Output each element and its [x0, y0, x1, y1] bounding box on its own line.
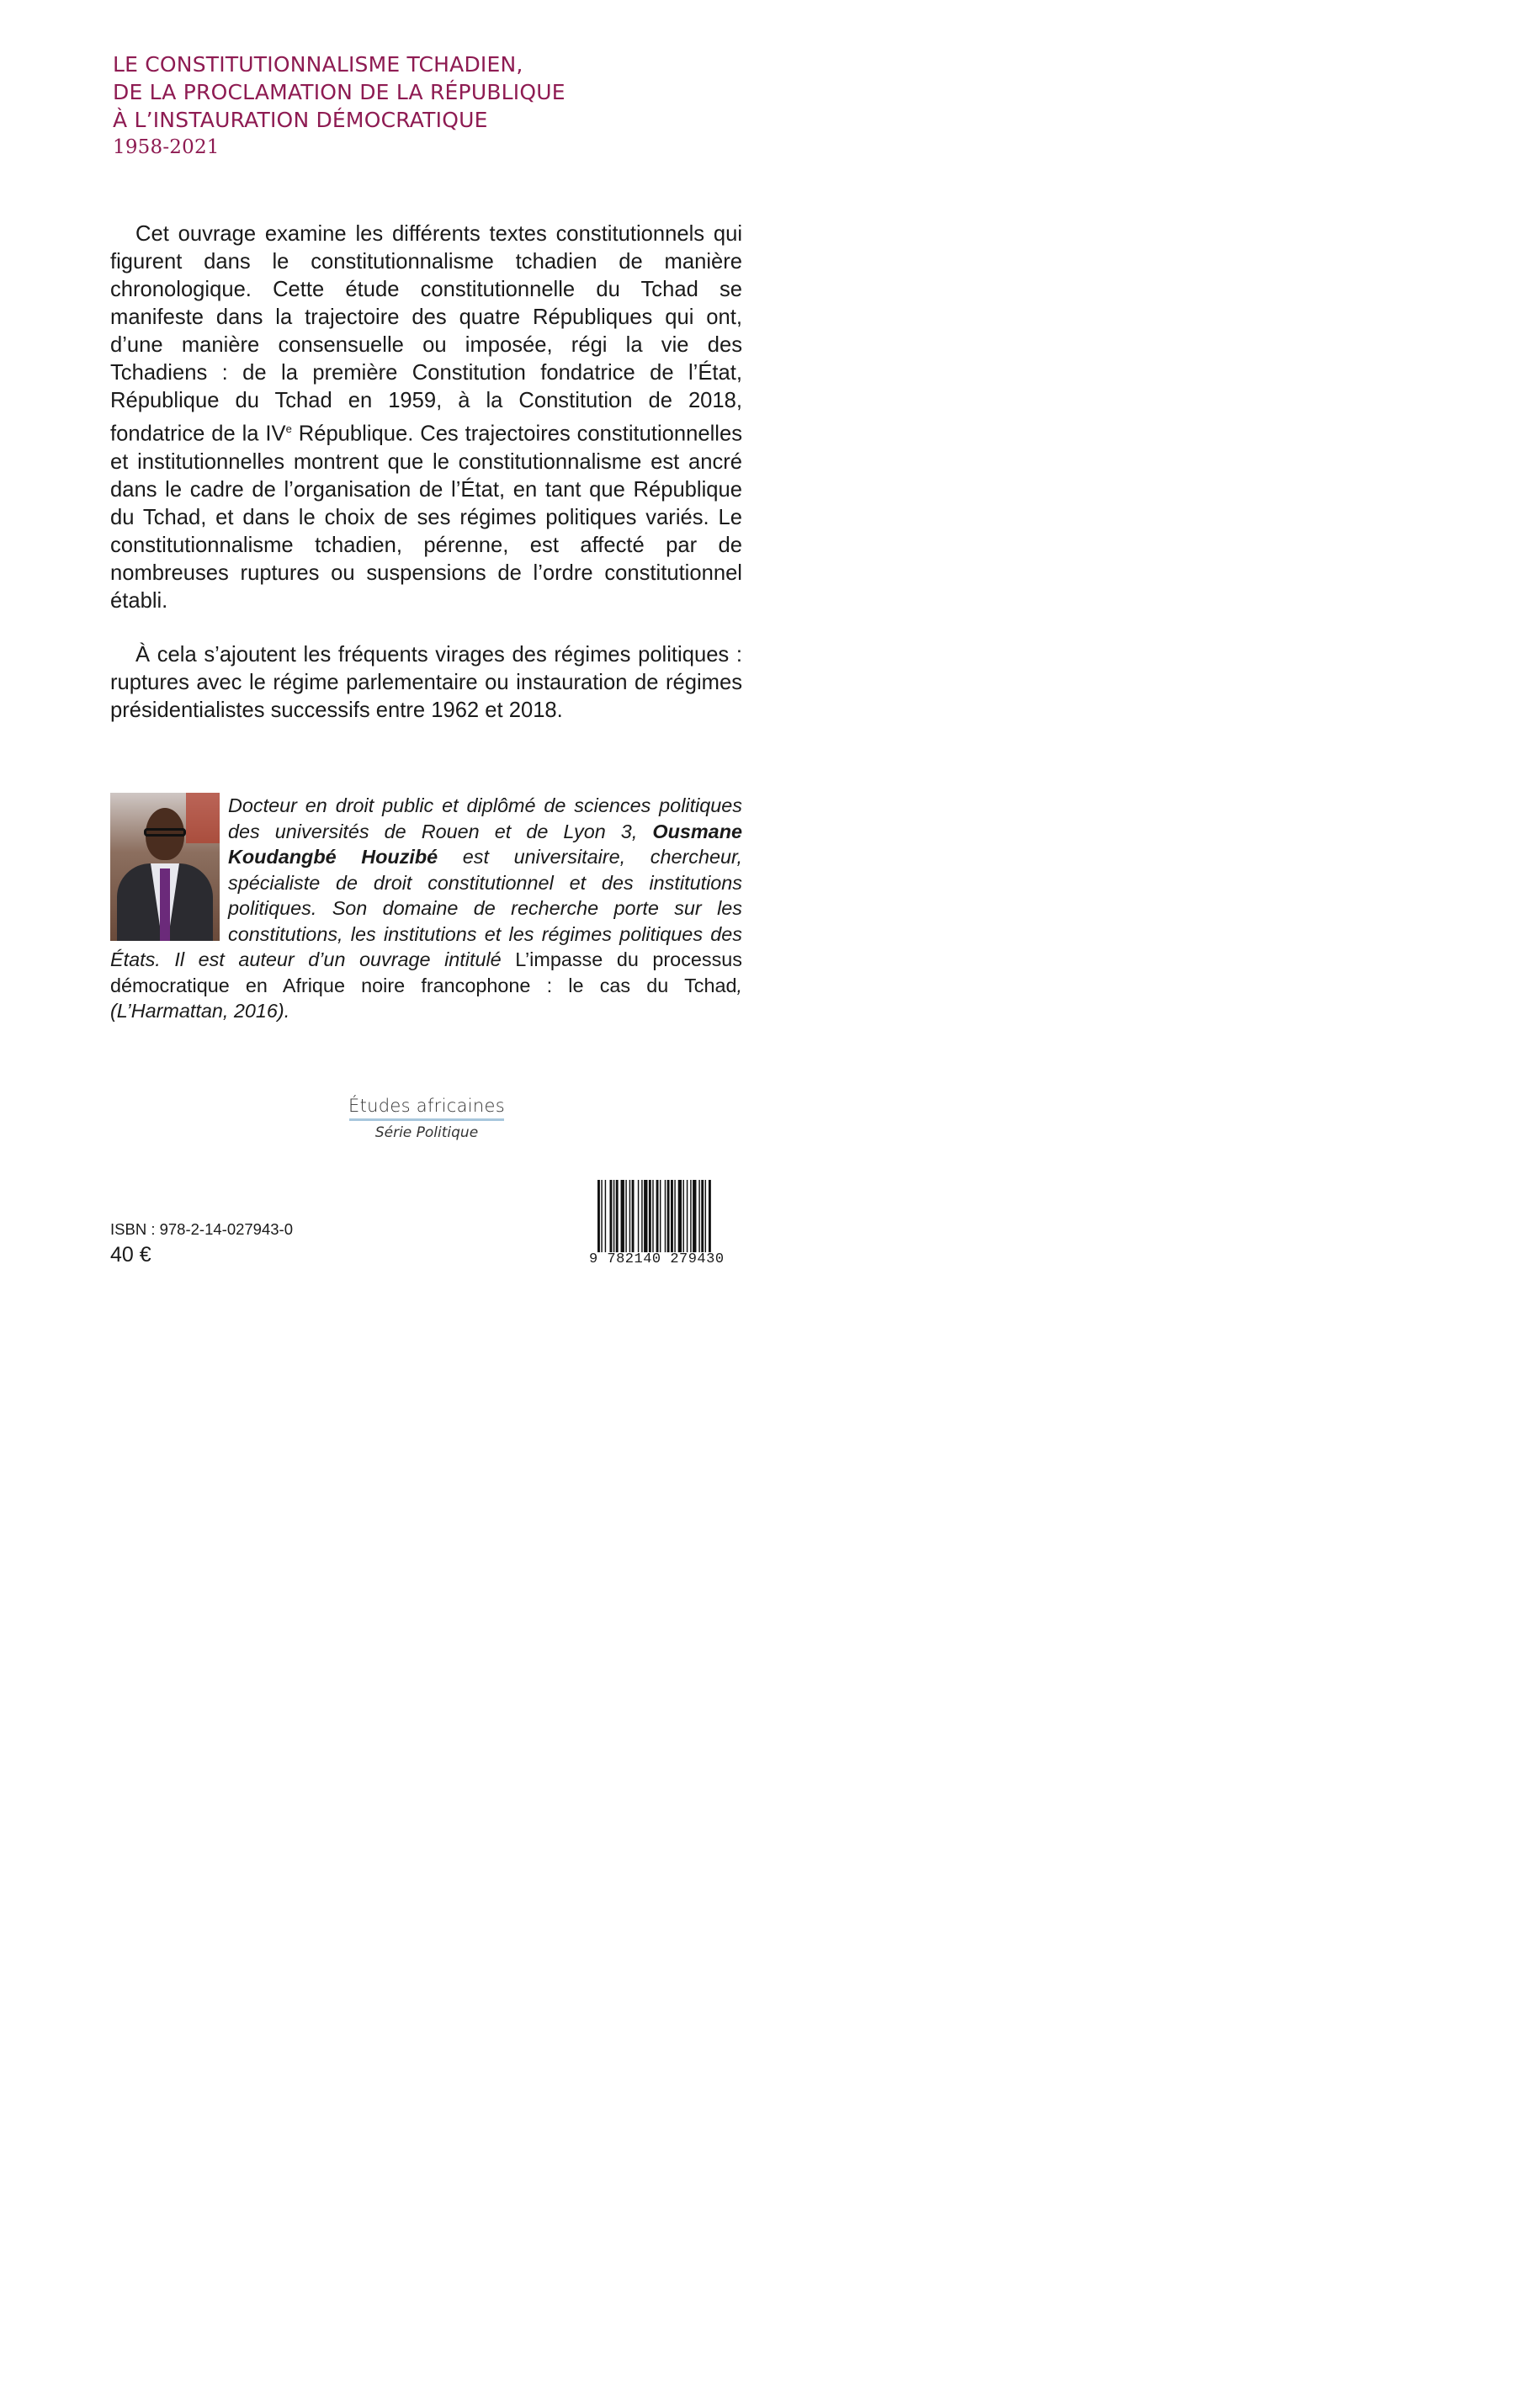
barcode-bar: [671, 1180, 673, 1252]
author-bio: [110, 793, 742, 1024]
barcode-bar: [613, 1180, 614, 1252]
barcode-bar: [656, 1180, 659, 1252]
summary-p1-part-b: République. Ces trajectoires constitutionnelles et institutionnelles montrent que le constitutionnalisme est ancré dans le cadre de l’organisation de l’État, en tant que République du Tchad, et dans le choix de ses régimes politiques variés. Le constitutionnalisme tchadien, pérenne, est affecté par de nombreuses ruptures ou suspensions de l’ordre constitutionnel établi.: [110, 422, 742, 613]
barcode-bar: [693, 1180, 696, 1252]
barcode-bar: [701, 1180, 704, 1252]
bio-middle: est universitaire, chercheur, spécialiste de droit constitutionnel et des institutions politiques. Son domaine de recherche porte sur les constitutions, les institutions et les régimes politiques des États. Il est auteur d’un ouvrage intitulé: [110, 846, 742, 970]
barcode-bar: [641, 1180, 642, 1252]
barcode-bar: [678, 1180, 682, 1252]
barcode-number: 9 782140 279430: [589, 1251, 725, 1267]
barcode-bars: [597, 1180, 742, 1252]
barcode-bar: [597, 1180, 600, 1252]
barcode-bar: [665, 1180, 666, 1252]
barcode-bar: [698, 1180, 699, 1252]
barcode-bar: [632, 1180, 635, 1252]
author-name: Ousmane Koudangbé Houzibé: [228, 820, 742, 868]
isbn: ISBN : 978-2-14-027943-0: [110, 1220, 293, 1238]
bio-intro: Docteur en droit public et diplômé de sciences politiques des universités de Rouen et de Lyon 3,: [228, 794, 742, 842]
summary-p1-part-a: Cet ouvrage examine les différents textes constitutionnels qui figurent dans le constitutionnalisme tchadien de manière chronologique. Cette étude constitutionnelle du Tchad se manifeste dans la trajectoire des quatre Républiques qui ont, d’une manière consensuelle ou imposée, régi la vie des Tchadiens : de la première Constitution fondatrice de l’État, République du Tchad en 1959, à la Constitution de 2018, fondatrice de la IV: [110, 222, 742, 446]
collection-logo: [320, 1096, 534, 1141]
book-title: [113, 50, 769, 162]
barcode-bar: [644, 1180, 647, 1252]
title-line-3: À L’INSTAURATION DÉMOCRATIQUE: [113, 108, 488, 132]
barcode-bar: [667, 1180, 670, 1252]
collection-name: Études africaines: [348, 1096, 505, 1116]
barcode-bar: [687, 1180, 688, 1252]
barcode-bar: [660, 1180, 661, 1252]
barcode-bar: [690, 1180, 691, 1252]
collection-series: Série Politique: [374, 1124, 479, 1141]
summary-paragraph-1: [110, 220, 742, 615]
author-photo: [110, 793, 220, 941]
title-years: 1958-2021: [113, 136, 220, 158]
title-line-1: LE CONSTITUTIONNALISME TCHADIEN,: [113, 52, 523, 77]
barcode-bar: [705, 1180, 706, 1252]
bio-book-title: L’impasse du processus démocratique en Afrique noire francophone : le cas du Tchad: [110, 948, 742, 996]
barcode-bar: [709, 1180, 711, 1252]
barcode-bar: [674, 1180, 675, 1252]
summary-p2-text: À cela s’ajoutent les fréquents virages des régimes politiques : ruptures avec le régime parlementaire ou instauration de régimes présidentialistes successifs entre 1962 et 2018.: [110, 643, 742, 722]
barcode-bar: [616, 1180, 619, 1252]
title-line-2: DE LA PROCLAMATION DE LA RÉPUBLIQUE: [113, 80, 566, 104]
barcode-bar: [605, 1180, 606, 1252]
collection-rule: [349, 1118, 504, 1121]
barcode-bar: [625, 1180, 626, 1252]
barcode: [589, 1180, 746, 1267]
bio-publisher: , (L’Harmattan, 2016).: [110, 974, 742, 1022]
barcode-bar: [629, 1180, 630, 1252]
barcode-bar: [621, 1180, 624, 1252]
barcode-bar: [601, 1180, 602, 1252]
barcode-bar: [652, 1180, 653, 1252]
summary-paragraph-2: [110, 641, 742, 725]
price: 40 €: [110, 1243, 151, 1267]
barcode-bar: [610, 1180, 613, 1252]
barcode-bar: [683, 1180, 684, 1252]
barcode-bar: [649, 1180, 651, 1252]
summary-p1-superscript: e: [285, 422, 292, 435]
barcode-bar: [638, 1180, 639, 1252]
